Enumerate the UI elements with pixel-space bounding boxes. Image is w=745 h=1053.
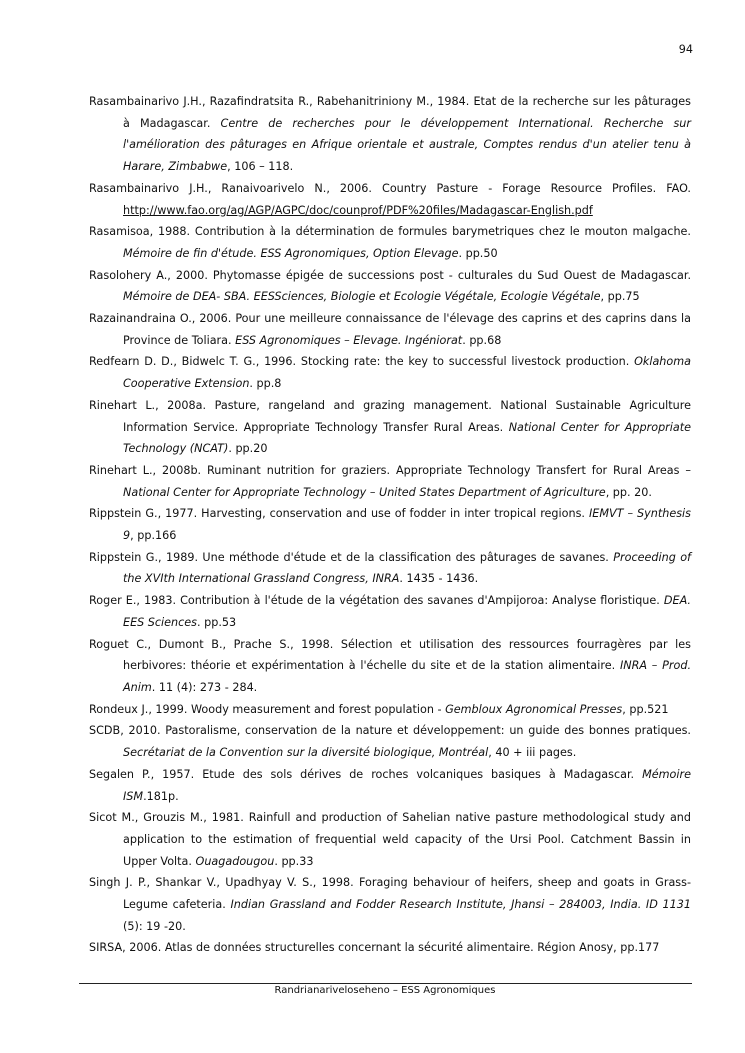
reference-text: , 106 – 118. <box>227 160 294 174</box>
reference-entry <box>89 178 691 221</box>
reference-text: . pp.68 <box>462 333 502 347</box>
reference-text: . pp.20 <box>228 442 268 456</box>
reference-text: . pp.8 <box>249 377 282 391</box>
reference-text: Roguet C., Dumont B., Prache S., 1998. Sélection et utilisation des ressources fourragères par les herbivores: théorie et expérimentation à l'échelle du site et de la station alimentaire. <box>89 637 691 673</box>
footer-divider <box>79 983 692 984</box>
reference-entry <box>89 764 691 807</box>
reference-text: . pp.50 <box>458 246 498 260</box>
page-number: 94 <box>678 43 693 56</box>
reference-text: . pp.53 <box>197 615 237 629</box>
reference-text: Singh J. P., Shankar V., Upadhyay V. S., 1998. Foraging behaviour of heifers, sheep and goats in Grass-Legume cafeteria. <box>89 876 691 912</box>
reference-source: Proceeding of the XVIth International Grassland Congress, INRA <box>123 550 691 586</box>
reference-source: IEMVT – Synthesis 9 <box>123 507 691 543</box>
reference-source: Secrétariat de la Convention sur la diversité biologique, Montréal <box>123 746 489 760</box>
reference-text: Rippstein G., 1989. Une méthode d'étude et de la classification des pâturages de savanes. <box>89 550 614 564</box>
reference-text: .181p. <box>143 789 179 803</box>
reference-entry <box>89 221 691 264</box>
reference-text: . 11 (4): 273 - 284. <box>151 680 258 694</box>
reference-text: , pp.75 <box>600 290 640 304</box>
reference-text: Sicot M., Grouzis M., 1981. Rainfull and production of Sahelian native pasture methodological study and application to the estimation of frequential weld capacity of the Ursi Pool. Catchment Bassin in Upper Volta. <box>89 811 691 868</box>
reference-text: Rasamisoa, 1988. Contribution à la détermination de formules barymetriques chez le mouton malgache. <box>89 225 691 239</box>
reference-source: INRA – Prod. Anim <box>123 659 691 694</box>
reference-text: Rippstein G., 1977. Harvesting, conservation and use of fodder in inter tropical regions. <box>89 507 589 521</box>
reference-source: Mémoire de DEA- SBA. EESSciences, Biologie et Ecologie Végétale, Ecologie Végétale <box>123 290 601 304</box>
reference-source: Indian Grassland and Fodder Research Institute, Jhansi – 284003, India. ID 1131 <box>230 898 691 912</box>
reference-link[interactable]: http://www.fao.org/ag/AGP/AGPC/doc/counprof/PDF%20files/Madagascar-English.pdf <box>123 203 593 217</box>
reference-entry <box>89 937 691 959</box>
reference-entry <box>89 807 691 872</box>
reference-text: Redfearn D. D., Bidwelc T. G., 1996. Stocking rate: the key to successful livestock production. <box>89 355 635 369</box>
reference-text: . pp.33 <box>274 854 314 868</box>
reference-text: Rasambainarivo J.H., Ranaivoarivelo N., 2006. Country Pasture - Forage Resource Profiles. FAO. <box>89 181 691 195</box>
reference-entry <box>89 872 691 937</box>
reference-entry <box>89 720 691 763</box>
reference-entry <box>89 634 691 699</box>
reference-entry <box>89 503 691 546</box>
reference-entry <box>89 547 691 590</box>
reference-source: Gembloux Agronomical Presses <box>445 702 623 716</box>
reference-source: National Center for Appropriate Technology – United States Department of Agriculture <box>123 485 606 499</box>
reference-text: Roger E., 1983. Contribution à l'étude de la végétation des savanes d'Ampijoroa: Analyse floristique. <box>89 594 664 608</box>
reference-text: . 1435 - 1436. <box>399 572 479 586</box>
reference-entry <box>89 590 691 633</box>
reference-source: National Center for Appropriate Technology (NCAT) <box>123 420 692 456</box>
reference-text: Rinehart L., 2008b. Ruminant nutrition for graziers. Appropriate Technology Transfert for Rural Areas – <box>89 463 691 477</box>
reference-text: Rinehart L., 2008a. Pasture, rangeland and grazing management. National Sustainable Agriculture Information Service. Appropriate Technology Transfer Rural Areas. <box>89 398 691 434</box>
reference-text: SIRSA, 2006. Atlas de données structurelles concernant la sécurité alimentaire. Région Anosy, pp.177 <box>89 941 660 955</box>
reference-text: Segalen P., 1957. Etude des sols dérives de roches volcaniques basiques à Madagascar. <box>89 767 643 781</box>
reference-source: DEA. EES Sciences <box>123 594 691 629</box>
reference-entry <box>89 460 691 503</box>
reference-entry <box>89 351 691 394</box>
reference-entry <box>89 91 691 178</box>
footer-text: Randrianariveloseheno – ESS Agronomiques <box>274 985 496 996</box>
reference-source: ESS Agronomiques – Elevage. Ingéniorat <box>235 333 463 347</box>
reference-entry <box>89 395 691 460</box>
reference-text: , pp.166 <box>130 529 177 543</box>
reference-list <box>89 91 691 959</box>
reference-text: Rondeux J., 1999. Woody measurement and forest population - <box>89 702 446 716</box>
reference-text: , 40 + iii pages. <box>488 746 577 760</box>
reference-entry <box>89 699 691 721</box>
reference-source: Oklahoma Cooperative Extension <box>123 355 691 391</box>
reference-source: Centre de recherches pour le développement International. Recherche sur l'amélioration des pâturages en Afrique orientale et australe, Comptes rendus d'un atelier tenu à Harare, Zimbabwe <box>123 116 691 174</box>
reference-text: Rasolohery A., 2000. Phytomasse épigée de successions post - culturales du Sud Ouest de Madagascar. <box>89 268 691 282</box>
reference-entry <box>89 265 691 308</box>
reference-text: (5): 19 -20. <box>123 919 186 933</box>
reference-text: SCDB, 2010. Pastoralisme, conservation de la nature et développement: un guide des bonnes pratiques. <box>89 724 691 738</box>
reference-text: , pp. 20. <box>605 485 652 499</box>
reference-text: , pp.521 <box>622 702 669 716</box>
reference-text: Razainandraina O., 2006. Pour une meilleure connaissance de l'élevage des caprins et des caprins dans la Province de Toliara. <box>89 312 691 347</box>
reference-source: Ouagadougou <box>195 854 275 868</box>
reference-source: Mémoire de fin d'étude. ESS Agronomiques, Option Elevage <box>123 246 459 260</box>
reference-text: Rasambainarivo J.H., Razafindratsita R., Rabehanitriniony M., 1984. Etat de la recherche sur les pâturages à Madagascar. <box>89 95 691 130</box>
reference-source: Mémoire ISM <box>123 767 691 803</box>
reference-entry <box>89 308 691 351</box>
